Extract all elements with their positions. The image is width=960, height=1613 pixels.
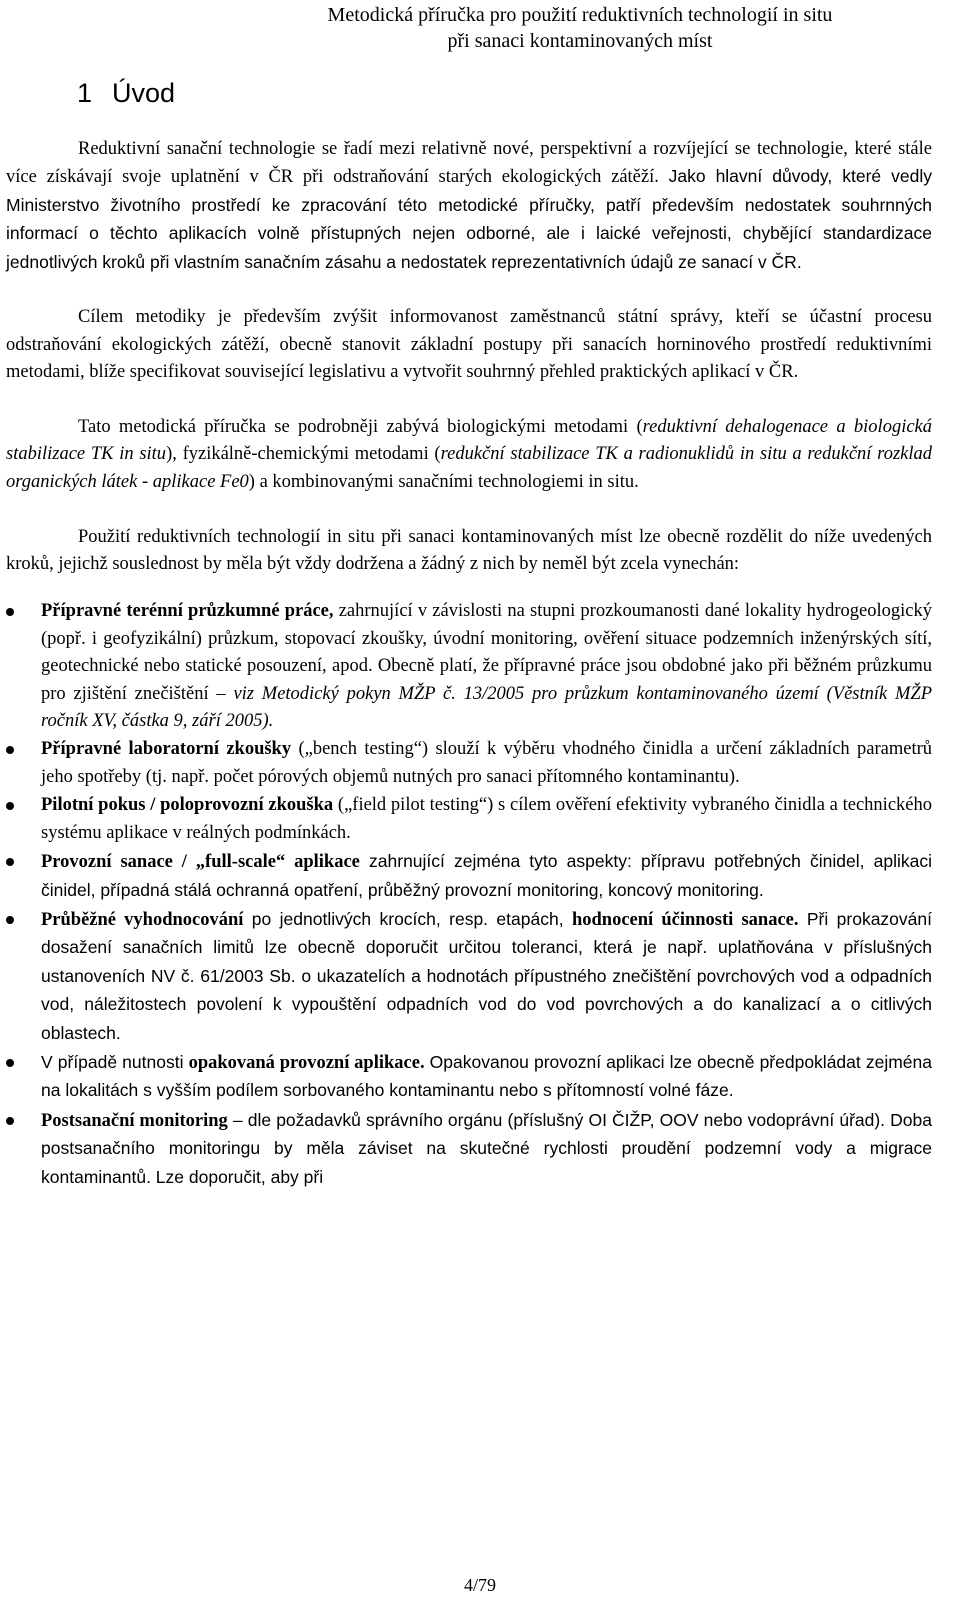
list-item-text: („field pilot testing“) s cílem ověření efektivity vybraného činidla a technického systému aplikace v reálných podmínkách. bbox=[41, 795, 932, 843]
list-item-title: Provozní sanace / „full-scale“ aplikace bbox=[41, 852, 360, 873]
list-item-title: Přípravné laboratorní zkoušky bbox=[41, 739, 292, 760]
list-item-reference: viz Metodický pokyn MŽP č. 13/2005 pro průzkum kontaminovaného území (Věstník MŽP ročník XV, částka 9, září 2005). bbox=[41, 683, 932, 732]
bullet-icon bbox=[6, 802, 14, 810]
list-item-text: – dle požadavků správního orgánu (příslušný OI ČIŽP, OOV nebo vodoprávní úřad). Doba postsanačního monitoringu by měla záviset na skutečné rychlosti proudění podzemní vody a migrace kontaminantů. Lze doporučit, aby při bbox=[41, 1109, 932, 1187]
list-item bbox=[6, 906, 932, 1048]
bullet-icon bbox=[6, 858, 14, 866]
list-item bbox=[6, 792, 932, 847]
paragraph-1 bbox=[6, 136, 932, 277]
list-item-title: Postsanační monitoring bbox=[41, 1110, 228, 1131]
list-item bbox=[6, 1049, 932, 1106]
bullet-icon bbox=[6, 916, 14, 924]
steps-list bbox=[6, 598, 932, 1192]
paragraph-3 bbox=[6, 414, 932, 496]
list-item bbox=[6, 1107, 932, 1192]
section-title: Úvod bbox=[112, 78, 176, 108]
list-item-title: opakovaná provozní aplikace. bbox=[188, 1052, 425, 1073]
running-header bbox=[200, 2, 960, 54]
section-number: 1 bbox=[77, 78, 93, 108]
list-item-text: po jednotlivých krocích, resp. etapách, bbox=[243, 908, 572, 929]
bullet-icon bbox=[6, 746, 14, 754]
header-line-1: Metodická příručka pro použití reduktivních technologií in situ bbox=[327, 4, 833, 26]
list-item-title-2: hodnocení účinnosti sanace. bbox=[571, 909, 799, 930]
list-item bbox=[6, 848, 932, 905]
page-number: 4/79 bbox=[463, 1575, 496, 1595]
paragraph-3-part-c: ), fyzikálně-chemickými metodami ( bbox=[166, 444, 441, 465]
paragraph-1-part-b: Jako hlavní důvody, které vedly Ministerstvo životního prostředí ke zpracování této metodické příručky, patří především nedostatek souhrnných informací o těchto aplikacích volně přístupných nejen odborné, ale i laické veřejnosti, chybějící standardizace jednotlivých kroků při vlastním sanačním zásahu a nedostatek reprezentativních údajů ze sanací v ČR. bbox=[6, 166, 932, 272]
list-item bbox=[6, 598, 932, 735]
body-text bbox=[6, 136, 932, 1193]
list-item-text-2: Při prokazování dosažení sanačních limitů lze obecně doporučit určitou toleranci, která je např. uplatňována v příslušných ustanoveních NV č. 61/2003 Sb. o ukazatelích a hodnotách přípustného znečištění povrchových vod a odpadních vod, náležitostech povolení k vypouštění odpadních vod do vod povrchových a do kanalizací a o citlivých oblastech. bbox=[41, 908, 932, 1043]
header-line-2: při sanaci kontaminovaných míst bbox=[447, 30, 713, 52]
paragraph-3-italic-2: redukční stabilizace TK a radionuklidů in situ a redukční rozklad organických látek - aplikace Fe0 bbox=[6, 444, 932, 492]
list-item-title: Pilotní pokus / poloprovozní zkouška bbox=[41, 795, 334, 816]
bullet-icon bbox=[6, 1117, 14, 1125]
list-item-text: zahrnující zejména tyto aspekty: přípravu potřebných činidel, aplikaci činidel, případná stálá ochranná opatření, průběžný provozní monitoring, koncový monitoring. bbox=[41, 851, 932, 900]
paragraph-1-part-a: Reduktivní sanační technologie se řadí mezi relativně nové, perspektivní a rozvíjející se technologie, které stále více získávají svoje uplatnění v ČR při odstraňování starých ekologických zátěží. bbox=[6, 139, 932, 188]
paragraph-3-italic-1: reduktivní dehalogenace a biologická stabilizace TK in situ bbox=[6, 417, 933, 465]
list-item-text: V případě nutnosti bbox=[41, 1051, 189, 1072]
bullet-icon bbox=[6, 608, 14, 616]
paragraph-2: Cílem metodiky je především zvýšit informovanost zaměstnanců státní správy, kteří se účastní procesu odstraňování ekologických zátěží, obecně stanovit základní postupy při sanacích horninového prostředí reduktivními metodami, blíže specifikovat související legislativu a vytvořit souhrnný přehled praktických aplikací v ČR. bbox=[6, 307, 932, 383]
section-heading bbox=[77, 76, 175, 110]
list-item-text: („bench testing“) slouží k výběru vhodného činidla a určení základních parametrů jeho spotřeby (tj. např. počet pórových objemů nutných pro sanaci přítomného kontaminantu). bbox=[41, 739, 933, 787]
paragraph-3-part-e: ) a kombinovanými sanačními technologiemi in situ. bbox=[248, 471, 639, 492]
list-item-text-2: Opakovanou provozní aplikaci lze obecně předpokládat zejména na lokalitách s vyšším podílem sorbovaného kontaminantu nebo s přítomností volné fáze. bbox=[41, 1051, 932, 1101]
list-item-title: Přípravné terénní průzkumné práce, bbox=[41, 601, 334, 622]
paragraph-3-part-a: Tato metodická příručka se podrobněji zabývá biologickými metodami ( bbox=[78, 417, 643, 438]
paragraph-4: Použití reduktivních technologií in situ při sanaci kontaminovaných míst lze obecně rozdělit do níže uvedených kroků, jejichž souslednost by měla být vždy dodržena a žádný z nich by neměl být zcela vynechán: bbox=[6, 526, 932, 575]
list-item bbox=[6, 736, 932, 791]
list-item-title: Průběžné vyhodnocování bbox=[41, 909, 244, 930]
list-item-text: zahrnující v závislosti na stupni prozkoumanosti dané lokality hydrogeologický (popř. i geofyzikální) průzkum, stopovací zkoušky, úvodní monitoring, ověření situace podzemních inženýrských sítí, geotechnické nebo statické posouzení, apod. Obecně platí, že přípravné práce jsou obdobné jako při běžném průzkumu pro zjištění znečištění – bbox=[41, 601, 932, 704]
bullet-icon bbox=[6, 1059, 14, 1067]
